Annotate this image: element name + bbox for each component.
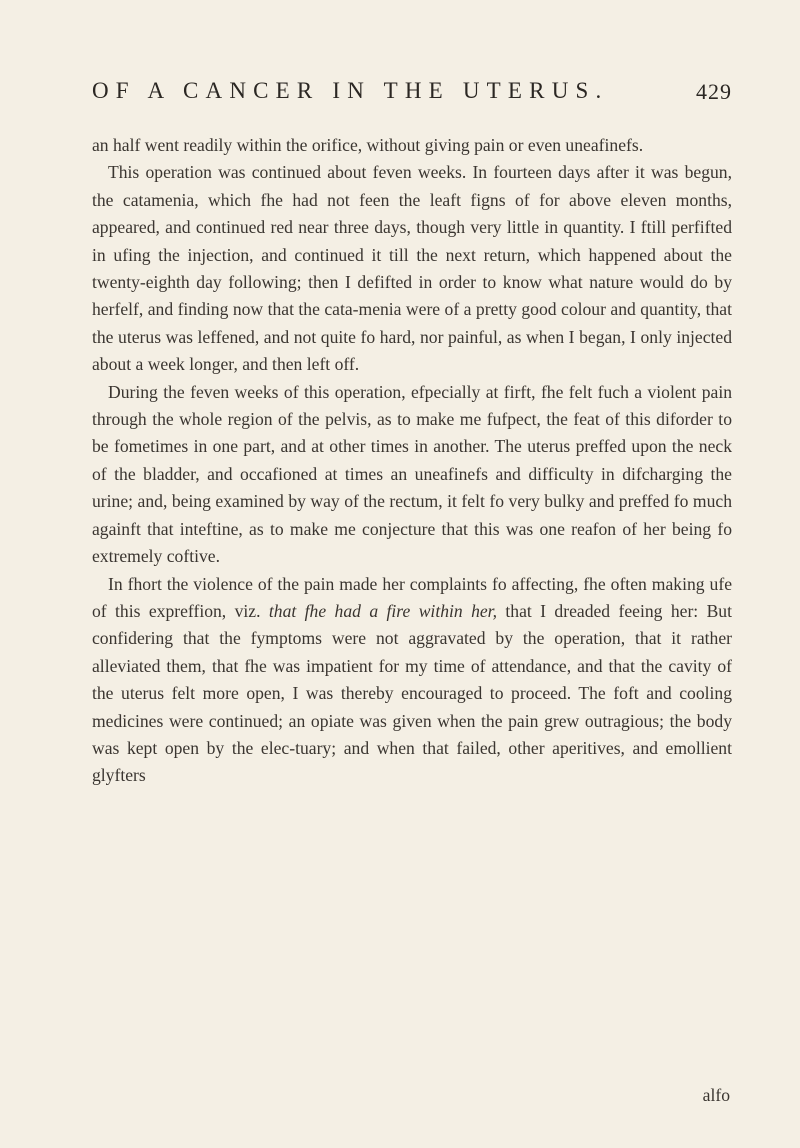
paragraph-4 — [92, 571, 732, 790]
paragraph-4-part-2: that I dreaded feeing her: But confidering that the fymptoms were not aggravated by the operation, that it rather alleviated them, that fhe was impatient for my time of attendance, and that the cavity of the uterus felt more open, I was thereby encouraged to proceed. The foft and cooling medicines were continued; an opiate was given when the pain grew outragious; the body was kept open by the elec-tuary; and when that failed, other aperitives, and emollient glyfters — [92, 600, 732, 786]
paragraph-4-italic-quote: that fhe had a fire within her, — [268, 600, 497, 621]
catchword: alfo — [702, 1085, 730, 1105]
running-title: OF A CANCER IN THE UTERUS. — [92, 78, 609, 103]
running-head — [92, 78, 732, 118]
paragraph-2: This operation was continued about feven weeks. In fourteen days after it was begun, the catamenia, which fhe had not feen the leaft figns of for above eleven months, appeared, and continued red near three days, though very little in quantity. I ftill perfifted in ufing the injection, and continued it till the next return, which happened about the twenty-eighth day following; then I defifted in order to know what nature would do by herfelf, and finding now that the cata-menia were of a pretty good colour and quantity, that the uterus was leffened, and not quite fo hard, nor painful, as when I began, I only injected about a week longer, and then left off. — [92, 162, 732, 375]
paragraph-1: an half went readily within the orifice, without giving pain or even uneafinefs. — [92, 135, 644, 155]
page-number: 429 — [696, 79, 732, 104]
body-text — [92, 132, 732, 790]
paragraph-3: During the feven weeks of this operation, efpecially at firft, fhe felt fuch a violent pain through the whole region of the pelvis, as to make me fufpect, the feat of this diforder to be fometimes in one part, and at other times in another. The uterus preffed upon the neck of the bladder, and occafioned at times an uneafinefs and difficulty in difcharging the urine; and, being examined by way of the rectum, it felt fo very bulky and preffed fo much againft that inteftine, as to make me conjecture that this was one reafon of her being fo extremely coftive. — [92, 381, 732, 567]
paragraph-4-part-1: In fhort the violence of the pain made her complaints fo affecting, fhe often making ufe of this expreffion, viz. — [92, 573, 732, 621]
